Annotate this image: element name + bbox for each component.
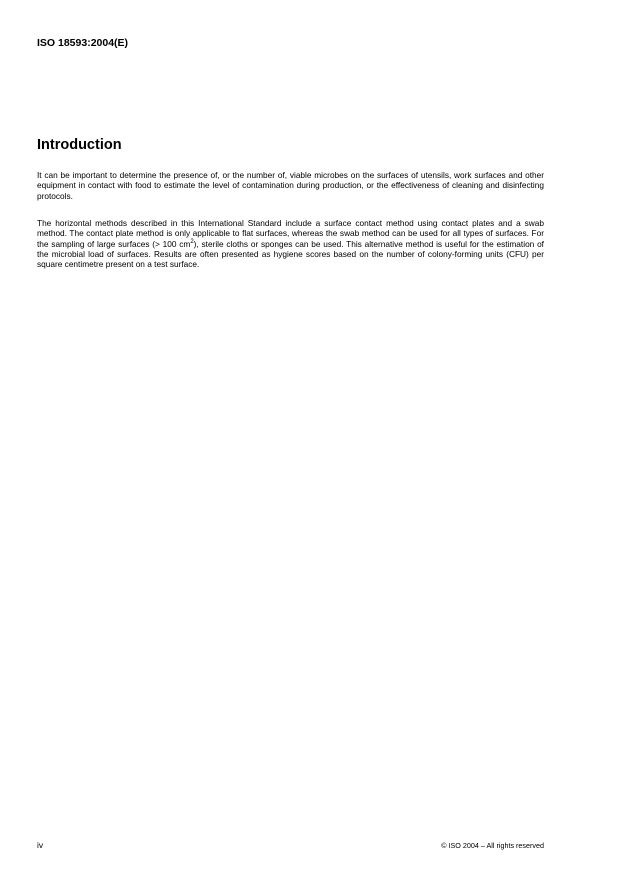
- paragraph-2: [37, 218, 544, 269]
- section-title: Introduction: [37, 137, 122, 153]
- superscript-squared: 2: [190, 238, 194, 245]
- page-number: iv: [37, 840, 44, 850]
- document-id: ISO 18593:2004(E): [37, 37, 129, 49]
- paragraph-1: It can be important to determine the presence of, or the number of, viable microbes on the surfaces of utensils, work surfaces and other equipment in contact with food to estimate the level of contamination during production, or the effectiveness of cleaning and disinfecting protocols.: [37, 170, 544, 201]
- paragraph-2-text-b: ), sterile cloths or sponges can be used. This alternative method is useful for the estimation of the microbial load of surfaces. Results are often presented as hygiene scores based on the number of colony-forming units (CFU) per square centimetre present on a test surface.: [37, 238, 544, 270]
- paragraph-2-text-a: The horizontal methods described in this International Standard include a surface contact method using contact plates and a swab method. The contact plate method is only applicable to flat surfaces, whereas the swab method can be used for all types of surfaces. For the sampling of large surfaces (> 100 cm: [37, 218, 544, 249]
- copyright-notice: © ISO 2004 – All rights reserved: [441, 841, 544, 850]
